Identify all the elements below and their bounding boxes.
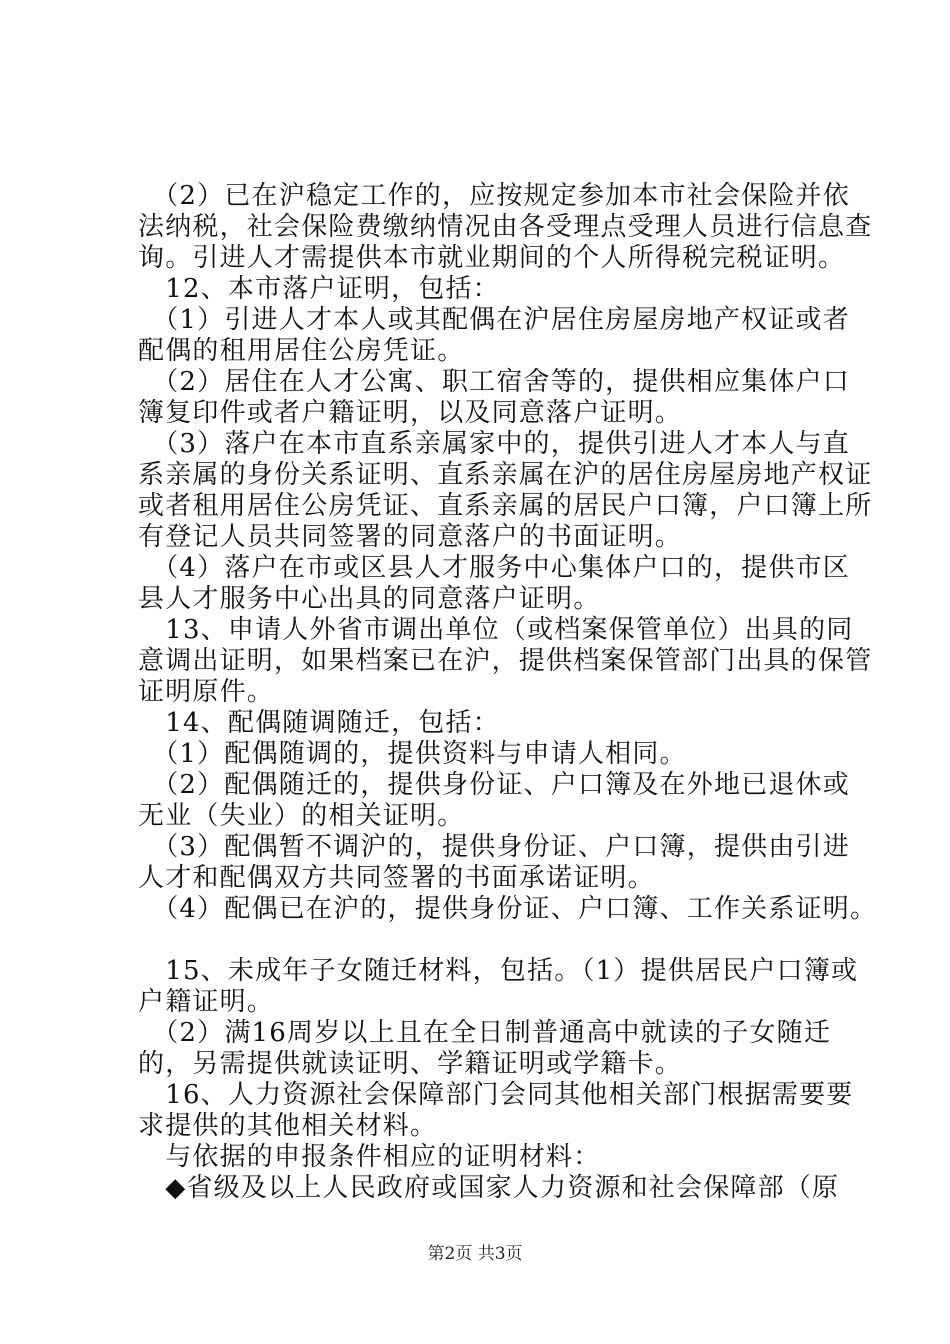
text-line: 有登记人员共同签署的同意落户的书面证明。 [138,522,683,552]
text-line: 簿复印件或者户籍证明，以及同意落户证明。 [138,398,683,428]
text-line: 或者租用居住公房凭证、直系亲属的居民户口簿，户口簿上所 [138,491,873,521]
text-line: （1）引进人才本人或其配偶在沪居住房屋房地产权证或者 [138,305,850,335]
text-line: （2）配偶随迁的，提供身份证、户口簿及在外地已退休或 [138,770,850,800]
text-line: 询。引进人才需提供本市就业期间的个人所得税完税证明。 [138,243,846,273]
text-line: （4）配偶已在沪的，提供身份证、户口簿、工作关系证明。 [138,894,878,924]
text-line: 无业（失业）的相关证明。 [138,801,465,831]
text-line: 16、人力资源社会保障部门会同其他相关部门根据需要要 [138,1080,854,1110]
text-line: 与依据的申报条件相应的证明材料： [138,1142,601,1172]
text-line: （3）落户在本市直系亲属家中的，提供引进人才本人与直 [138,429,850,459]
text-line: 证明原件。 [138,677,275,707]
text-line: 县人才服务中心出具的同意落户证明。 [138,584,601,614]
text-line: （4）落户在市或区县人才服务中心集体户口的，提供市区 [138,553,850,583]
text-line: ◆省级及以上人民政府或国家人力资源和社会保障部（原 [138,1173,840,1203]
text-line: 人才和配偶双方共同签署的书面承诺证明。 [138,863,655,893]
text-line: 配偶的租用居住公房凭证。 [138,336,465,366]
text-line: （1）配偶随调的，提供资料与申请人相同。 [138,739,687,769]
text-line: 12、本市落户证明，包括： [138,274,500,304]
text-line: 14、配偶随调随迁，包括： [138,708,500,738]
text-line: （2）满16周岁以上且在全日制普通高中就读的子女随迁 [138,1018,832,1048]
page-number: 第2页 共3页 [427,1244,523,1264]
text-line: 13、申请人外省市调出单位（或档案保管单位）出具的同 [138,615,854,645]
text-line: 意调出证明，如果档案已在沪，提供档案保管部门出具的保管 [138,646,873,676]
text-line: 求提供的其他相关材料。 [138,1111,438,1141]
text-line: 系亲属的身份关系证明、直系亲属在沪的居住房屋房地产权证 [138,460,873,490]
text-line: 法纳税，社会保险费缴纳情况由各受理点受理人员进行信息查 [138,212,873,242]
text-line: （2）居住在人才公寓、职工宿舍等的，提供相应集体户口 [138,367,850,397]
text-line: （2）已在沪稳定工作的，应按规定参加本市社会保险并依 [138,181,850,211]
text-line: 15、未成年子女随迁材料，包括。（1）提供居民户口簿或 [138,956,859,986]
text-line: （3）配偶暂不调沪的，提供身份证、户口簿，提供由引进 [138,832,850,862]
text-line: 的，另需提供就读证明、学籍证明或学籍卡。 [138,1049,683,1079]
text-line: 户籍证明。 [138,987,275,1017]
